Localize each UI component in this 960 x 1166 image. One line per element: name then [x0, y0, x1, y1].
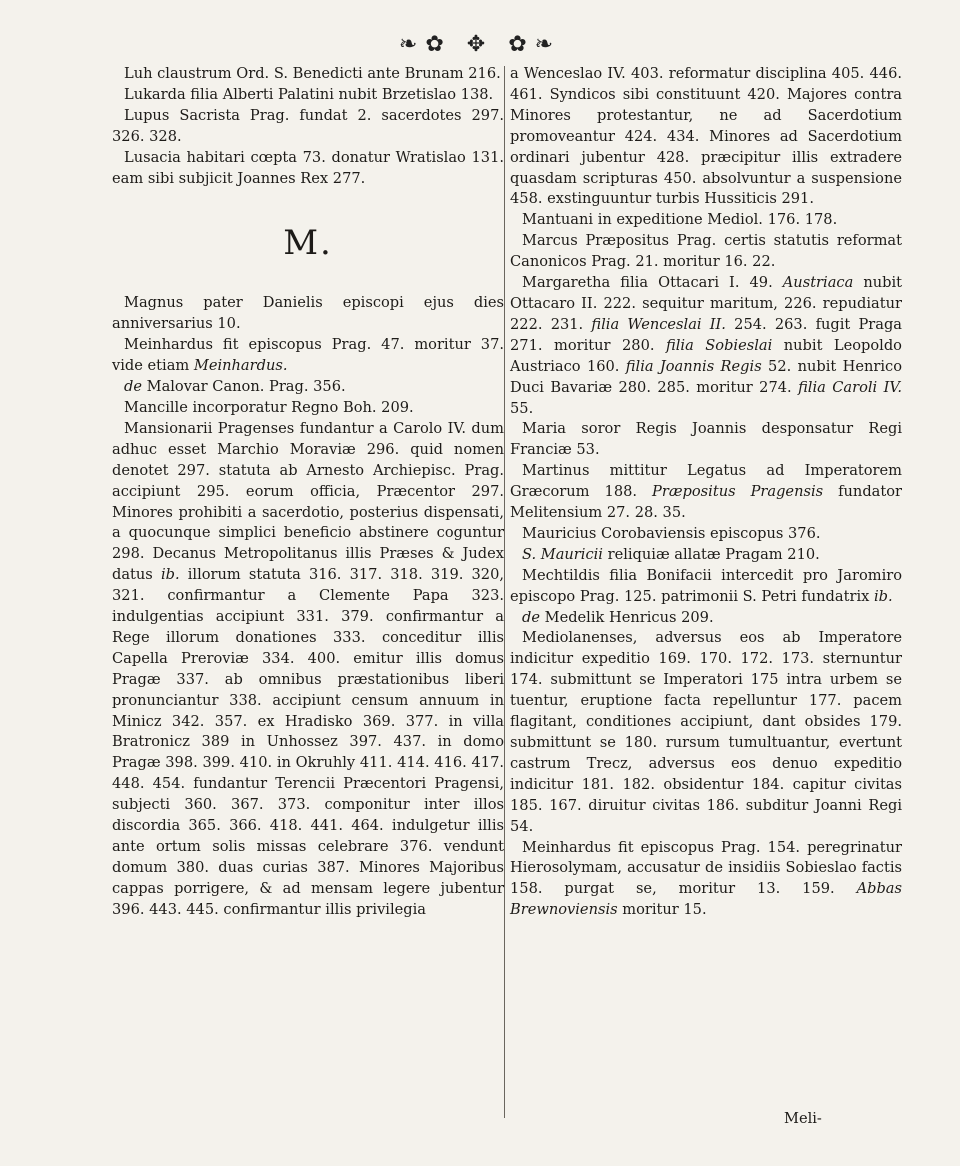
catchword: Meli- — [784, 1110, 822, 1127]
entry-text: nubit Ottacaro II. 222. sequitur maritum, 226. repudiatur 222. 231. — [510, 274, 902, 333]
index-entry-marcus: Marcus Præpositus Prag. certis statutis reformat Canonicos Prag. 21. moritur 16. 22. — [510, 232, 902, 271]
entry-text: reliquiæ allatæ Pragam 210. — [602, 545, 820, 563]
column-divider — [504, 66, 505, 1118]
index-entry-margaretha — [510, 273, 902, 419]
entry-text: nubit Leopoldo Austriaco 160. — [510, 336, 902, 375]
entry-italic: ib. — [160, 566, 180, 584]
section-letter-heading: M. — [283, 223, 333, 264]
index-entry-mauricius: Mauricius Corobaviensis episcopus 376. — [522, 524, 821, 542]
index-entry-lukarda: Lukarda filia Alberti Palatini nubit Brzetislao 138. — [124, 85, 494, 103]
entry-italic: Austriaca — [782, 274, 854, 292]
entry-text: moritur 15. — [617, 901, 707, 919]
index-entry-maria: Maria soror Regis Joannis desponsatur Regi Franciæ 53. — [510, 420, 902, 459]
entry-text: Medelik Henricus 209. — [539, 608, 714, 626]
entry-text: 254. 263. fugit Praga 271. moritur 280. — [510, 315, 902, 354]
entry-italic: Abbas Brewnoviensis — [510, 880, 902, 919]
index-entry-lusacia: Lusacia habitari cœpta 73. donatur Wratislao 131. eam sibi subjicit Joannes Rex 277. — [112, 148, 504, 187]
entry-text: 52. nubit Henrico Duci Bavariæ 280. 285. moritur 274. — [510, 357, 902, 396]
entry-text: Martinus mittitur Legatus ad Imperatorem Græcorum 188. — [510, 462, 902, 501]
index-entry-magnus: Magnus pater Danielis episcopi ejus dies anniversarius 10. — [112, 294, 504, 333]
index-entry-lupus: Lupus Sacrista Prag. fundat 2. sacerdotes 297. 326. 328. — [112, 106, 504, 145]
entry-text: 55. — [510, 399, 534, 417]
index-entry-meinhardus — [112, 335, 504, 377]
left-column — [112, 64, 504, 921]
entry-italic: filia Sobieslai — [666, 336, 773, 354]
entry-text: Meinhardus fit episcopus Prag. 47. moritur 37. vide etiam — [112, 336, 504, 375]
entry-italic: filia Wenceslai II. — [591, 315, 726, 333]
index-entry-meinhardus-2 — [510, 838, 902, 922]
entry-text: Meinhardus fit episcopus Prag. 154. peregrinatur Hierosolymam, accusatur de insidiis Sobieslao factis 158. purgat se, moritur 13. 159. — [510, 838, 902, 898]
entry-text: Margaretha filia Ottacari I. 49. — [522, 274, 783, 292]
entry-text: Mechtildis filia Bonifacii intercedit pro Jaromiro episcopo Prag. 125. patrimonii S. Petri fundatrix — [510, 566, 902, 605]
index-entry-mansionarii-continued: a Wenceslao IV. 403. reformatur disciplina 405. 446. 461. Syndicos sibi constituunt 420. Majores contra Minores protestantur, ne ad Sacerdotium promoveantur 424. 434. Minores ad Sacerdotium ordinari jubentur 428. præcipitur illis extradere quasdam scripturas 450. absolvuntur a suspensione 458. exstinguuntur turbis Hussiticis 291. — [510, 65, 902, 208]
index-entry-martinus — [510, 461, 902, 524]
entry-italic: filia Joannis Regis — [625, 357, 762, 375]
entry-italic: Meinhardus. — [193, 357, 288, 375]
entry-italic: Præpositus Pragensis — [652, 483, 824, 501]
entry-italic: filia Caroli IV. — [798, 378, 903, 396]
entry-italic: ib. — [873, 587, 893, 605]
header-ornament: ❧✿ ✥ ✿❧ — [398, 32, 562, 57]
index-entry-mauricii — [510, 545, 902, 566]
index-entry-mancille: Mancille incorporatur Regno Boh. 209. — [124, 398, 414, 416]
index-entry-mediolanenses: Mediolanenses, adversus eos ab Imperatore indicitur expeditio 169. 170. 172. 173. sternuntur 174. submittunt se Imperatori 175 intra urbem se tuentur, eruptione facta repelluntur 177. pacem flagitant, conditiones accipiunt, dant obsides 179. submittunt se 180. rursum tumultuantur, evertunt castrum Trecz, adversus eos denuo expeditio indicitur 181. 182. obsidentur 184. capitur civitas 185. 167. diruitur civitas 186. subditur Joanni Regi 54. — [510, 629, 902, 835]
index-entry-medelik — [510, 608, 902, 629]
entry-italic: S. Mauricii — [522, 545, 603, 563]
right-column — [510, 64, 902, 921]
entry-text: Mansionarii Pragenses fundantur a Carolo IV. dum adhuc esset Marchio Moraviæ 296. quid nomen denotet 297. statuta ab Arnesto Archiepisc. Prag. accipiunt 295. eorum officia, Præcentor 297. Minores prohibiti a sacerdotio, posterius dispensati, a quocunque simplici beneficio abstinere coguntur 298. Decanus Metropolitanus illis Præses & Judex datus — [112, 419, 504, 584]
index-entry-mansionarii — [112, 419, 504, 921]
index-entry-malovar — [112, 377, 504, 398]
index-entry-luh: Luh claustrum Ord. S. Benedicti ante Brunam 216. — [124, 65, 501, 82]
entry-text: Malovar Canon. Prag. 356. — [141, 378, 346, 396]
entry-italic: de — [522, 608, 540, 626]
entry-text: fundator Melitensium 27. 28. 35. — [510, 483, 902, 522]
index-entry-mechtildis — [510, 566, 902, 608]
entry-italic: de — [124, 378, 142, 396]
entry-text: illorum statuta 316. 317. 318. 319. 320, 321. confirmantur a Clemente Papa 323. indulgentias accipiunt 331. 379. confirmantur a Rege illorum donationes 333. conceditur illis Capella Preroviæ 334. 400. emitur illis domus Pragæ 337. ab omnibus præstationibus liberi pronunciantur 338. accipiunt censum annuum in Minicz 342. 357. ex Hradisko 369. 377. in villa Bratronicz 389 in Unhossez 397. 437. in domo Pragæ 398. 399. 410. in Okruhly 411. 414. 416. 417. 448. 454. fundantur Terencii Præcentori Pragensi, subjecti 360. 367. 373. componitur inter illos discordia 365. 366. 418. 441. 464. indulgetur illis ante ortum solis missas celebrare 376. vendunt domum 380. duas curias 387. Minores Majoribus cappas porrigere, & ad mensam legere jubentur 396. 443. 445. confirmantur illis privilegia — [112, 566, 505, 918]
index-entry-mantuani: Mantuani in expeditione Mediol. 176. 178. — [522, 211, 838, 229]
